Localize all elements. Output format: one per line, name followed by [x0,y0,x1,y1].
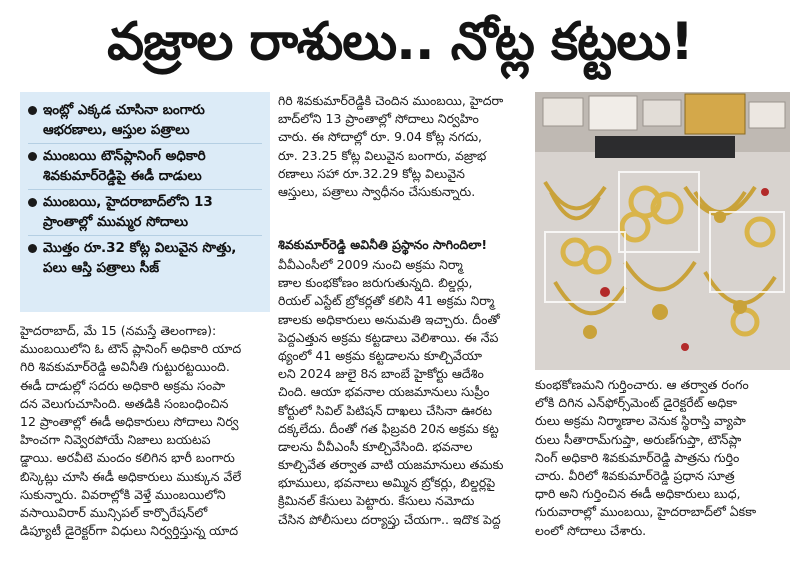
headline: వజ్రాల రాశులు.. నోట్ల కట్టలు! [107,12,693,72]
text-line: హైదరాబాద్, మే 15 (నమస్తే తెలంగాణ): [20,323,217,338]
text-line: దన వెలుగుచూసింది. అతడికి సంబంధించిన [20,395,229,411]
text-line: రూ. 23.25 కోట్ల విలువైన బంగారు, వజ్రాభ [278,147,487,163]
text-line: చారు. ఈ సోదాల్లో రూ. 9.04 కోట్ల నగదు, [278,129,483,145]
text-line: హించగా నివ్వెరపోయే నిజాలు బయటప [20,432,211,448]
jewelry-photo [535,92,790,370]
text-line: లంలో సోదాలు చేశారు. [535,522,647,538]
section-subheading: శివకుమార్‌రెడ్డి అవినీతి ప్రస్థానం సాగిందిలా! [278,237,488,252]
bullet-icon [28,152,37,161]
highlight-item [28,144,262,190]
text-line: వీవీఎంసీలో 2009 నుంచి అక్రమ నిర్మా [278,257,463,272]
bullet-icon [28,106,37,115]
article-column-2 [278,256,528,529]
text-line: చేసిన పోలీసులు దర్యాప్తు చేయగా.. ఇదొక పెద్ద [278,511,501,527]
highlight-text: ముంబయి టౌన్‌ప్లానింగ్ అధికారి శివకుమార్‌రెడ్డిపై ఈడీ దాడులు [43,148,206,184]
text-line: రణాలు సహా రూ.32.29 కోట్ల విలువైన [278,165,465,181]
text-line: గిరి శివకుమార్‌రెడ్డి అవినీతి గుట్టురట్టయింది. [20,359,230,375]
bullet-icon [28,198,37,207]
text-line: ణాల కుంభకోణం జరుగుతున్నది. బిల్డర్లు, [278,275,473,291]
text-line: కుంభకోణమని గుర్తించారు. ఆ తర్వాత రంగం [535,377,749,392]
article-column-1 [20,322,270,540]
text-line: రులు సీతారామ్‌గుప్తా, అరుణ్‌గుప్తా, టౌన్‌ప్లా [535,431,742,447]
text-line: బాద్‌లోని 13 ప్రాంతాల్లో సోదాలు నిర్వహిం [278,111,479,127]
text-line: భూములు, భవనాలు అమ్మిన బ్రోకర్లు, బిల్డర్లపై [278,475,496,491]
text-line: చారు. వీరిలో శివకుమార్‌రెడ్డి ప్రధాన సూత్ర [535,467,735,483]
article-column-2-top [278,92,528,201]
text-line: చింది. ఆయా భవనాల యజమానులు సుప్రీం [278,384,490,400]
highlight-item [28,236,262,281]
text-line: బిస్కెట్లు చూసి ఈడీ అధికారులు ముక్కున వేలే [20,468,242,484]
text-line: లని 2024 జులై 8న బాంబే హైకోర్టు ఆదేశిం [278,366,484,382]
jewelry-photo-image [535,92,790,370]
text-line: పెద్దఎత్తున అక్రమ కట్టడాలు వెలిశాయి. ఈ నేప [278,329,499,345]
highlight-text: మొత్తం రూ.32 కోట్ల విలువైన సొత్తు, పలు ఆస్తి పత్రాలు సీజ్ [43,240,237,276]
text-line: సుకున్నారు. వివరాల్లోకి వెళ్తే ముంబయిలోని [20,486,226,502]
text-line: లోకి దిగిన ఎన్‌ఫోర్స్‌మెంట్ డైరెక్టరేట్ అధికా [535,395,737,411]
bullet-icon [28,244,37,253]
text-line: దక్కలేదు. దీంతో గత ఫిబ్రవరి 20న అక్రమ కట్ట [278,420,499,436]
text-line: గురువారాల్లో ముంబయి, హైదరాబాద్‌లో ఏకకా [535,504,757,520]
text-line: వసాయివిరార్ మున్సిపల్ కార్పొరేషన్‌లో [20,504,208,520]
highlight-item [28,98,262,144]
highlight-item [28,190,262,236]
text-line: ధారి అని గుర్తించిన ఈడీ అధికారులు బుధ, [535,486,741,502]
text-line: రులు అక్రమ నిర్మాణాల వెనుక స్థిరాస్తి వ్యాపా [535,413,746,429]
highlight-text: ఇంట్లో ఎక్కడ చూసినా బంగారు ఆభరణాలు, ఆస్తుల పత్రాలు [43,102,205,138]
text-line: ముంబయిలోని ఓ టౌన్ ప్లానింగ్ అధికారి యాద [20,341,242,357]
text-line: డిప్యూటీ డైరెక్టర్‌గా విధులు నిర్వర్తిస్తున్న యాద [20,523,239,539]
text-line: రియల్ ఎస్టేట్ బ్రోకర్లతో కలిసి 41 అక్రమ నిర్మా [278,293,495,309]
text-line: డ్డాయి. అరవీటె మందం కలిగిన భారీ బంగారు [20,450,235,466]
text-line: 12 ప్రాంతాల్లో ఈడీ అధికారులు సోదాలు నిర్వ [20,413,239,429]
text-line: ణాలకు అధికారులు అనుమతి ఇచ్చారు. దీంతో [278,311,500,327]
text-line: క్రిమినల్ కేసులు పెట్టారు. కేసులు నమోదు [278,493,475,509]
article-column-3 [535,376,790,540]
text-line: కోర్టులో సివిల్ పిటిషన్ దాఖలు చేసినా ఊరట [278,402,493,418]
text-line: నింగ్ అధికారి శివకుమార్‌రెడ్డి పాత్రను గుర్తిం [535,449,740,465]
highlight-text: ముంబయి, హైదరాబాద్‌లోని 13 ప్రాంతాల్లో ముమ్మర సోదాలు [43,194,213,230]
text-line: ఆస్తులు, పత్రాలు స్వాధీనం చేసుకున్నారు. [278,183,476,199]
text-line: కూల్చివేత తర్వాత వాటి యజమానులు తమకు [278,457,504,473]
text-line: ఈడీ దాడుల్లో సదరు అధికారి అక్రమ సంపా [20,377,226,393]
text-line: థ్యంలో 41 అక్రమ కట్టడాలను కూల్చివేయా [278,347,482,363]
text-line: డాలను వీవీఎంసీ కూల్చివేసింది. భవనాల [278,438,473,454]
highlights-box [20,92,270,312]
text-line: గిరి శివకుమార్‌రెడ్డికి చెందిన ముంబయి, హైదరా [278,93,504,108]
